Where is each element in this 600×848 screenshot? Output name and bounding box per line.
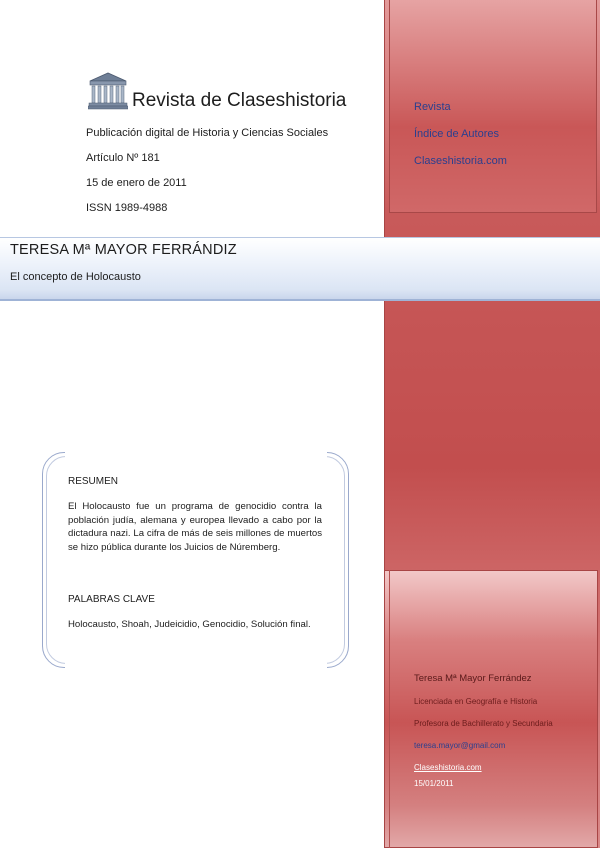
link-claseshistoria[interactable]: Claseshistoria.com (414, 155, 507, 167)
author-info-degree: Licenciada en Geografía e Historia (414, 697, 538, 706)
abstract-box-gap-top (65, 448, 327, 462)
abstract-text: El Holocausto fue un programa de genocidio contra la población judía, alemana y europea llevado a cabo por la dictadura nazi. La cifra de más de seis millones de muertos se hizo pública durante los Juicios de Núremberg. (68, 501, 322, 553)
abstract-box-gap-bottom (65, 660, 327, 674)
article-subtitle: El concepto de Holocausto (10, 271, 141, 283)
publication-date: 15 de enero de 2011 (86, 177, 187, 189)
author-info-name: Teresa Mª Mayor Ferrández (414, 673, 532, 684)
temple-logo-icon (88, 72, 128, 110)
journal-title: Revista de Claseshistoria (132, 90, 347, 111)
keywords-text: Holocausto, Shoah, Judeicidio, Genocidio, Solución final. (68, 619, 311, 630)
link-indice-autores[interactable]: Índice de Autores (414, 128, 500, 140)
author-email-link[interactable]: teresa.mayor@gmail.com (414, 741, 506, 750)
article-number: Artículo Nº 181 (86, 152, 160, 164)
author-info-position: Profesora de Bachillerato y Secundaria (414, 719, 553, 728)
keywords-heading: PALABRAS CLAVE (68, 594, 155, 605)
author-info-border (389, 570, 599, 848)
issn: ISSN 1989-4988 (86, 202, 168, 214)
article-author: TERESA Mª MAYOR FERRÁNDIZ (10, 242, 237, 258)
abstract-heading: RESUMEN (68, 476, 119, 487)
author-site-link[interactable]: Claseshistoria.com (414, 763, 482, 772)
link-revista[interactable]: Revista (414, 101, 451, 113)
author-info-date: 15/01/2011 (414, 779, 454, 788)
publication-description: Publicación digital de Historia y Ciencias Sociales (86, 127, 329, 139)
